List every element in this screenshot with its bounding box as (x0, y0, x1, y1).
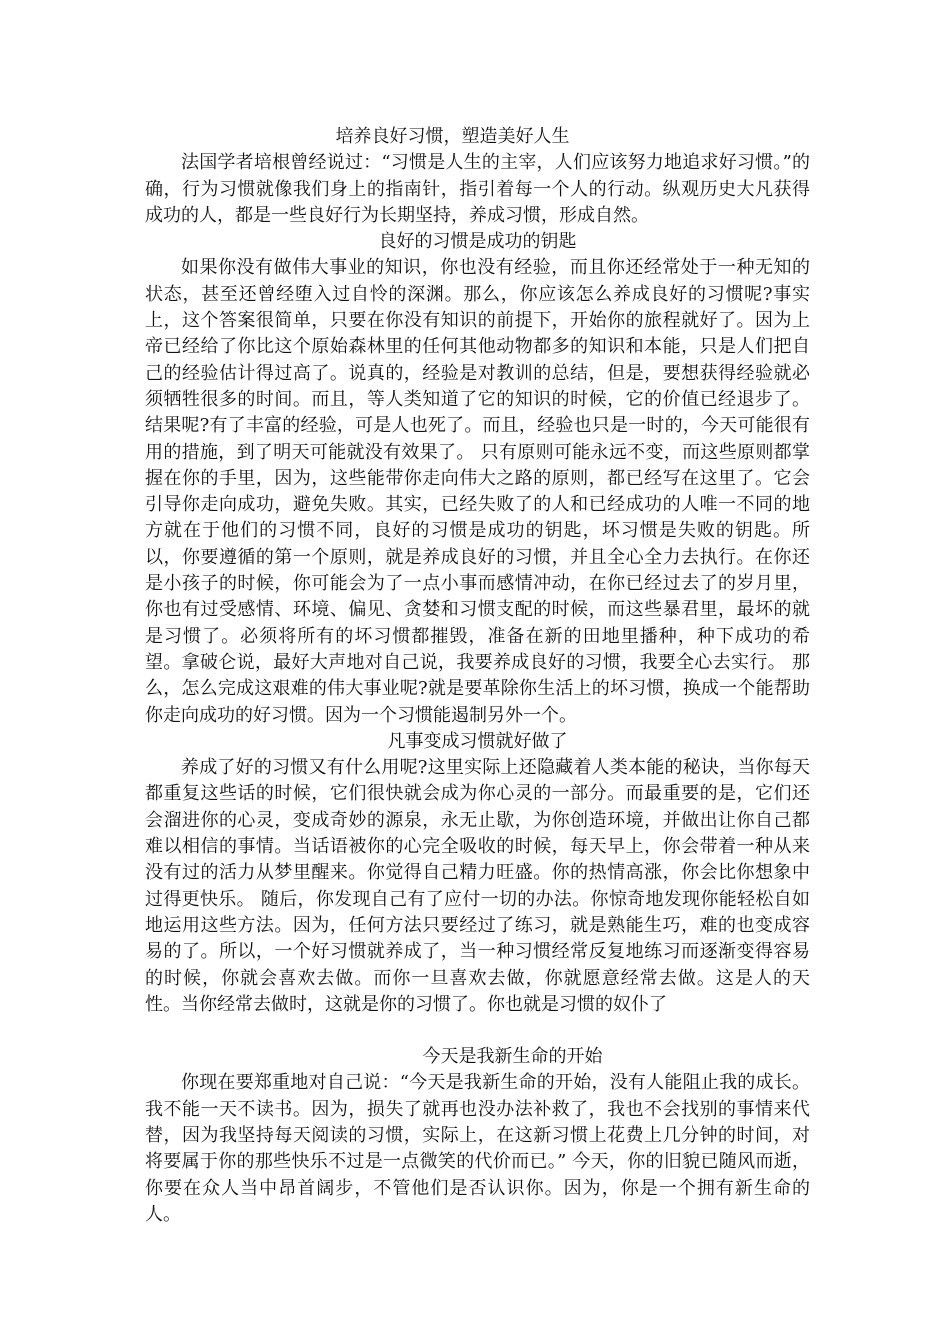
section-body-habit-easy: 养成了好的习惯又有什么用呢?这里实际上还隐藏着人类本能的秘诀，当你每天都重复这些话的时候，它们很快就会成为你心灵的一部分。而最重要的是，它们还会溜进你的心灵，变成奇妙的源泉，永无止歇，为你创造环境，并做出让你自己都难以相信的事情。当话语被你的心完全吸收的时候，每天早上，你会带着一种从来没有过的活力从梦里醒来。你觉得自己精力旺盛。你的热情高涨，你会比你想象中过得更快乐。 随后，你发现自己有了应付一切的办法。你惊奇地发现你能轻松自如地运用这些方法。因为，任何方法只要经过了练习，就是熟能生巧，难的也变成容易的了。所以，一个好习惯就养成了，当一种习惯经常反复地练习而逐渐变得容易的时候，你就会喜欢去做。而你一旦喜欢去做，你就愿意经常去做。这是人的天性。当你经常去做时，这就是你的习惯了。你也就是习惯的奴仆了 (145, 757, 810, 1015)
section-spacer (145, 1018, 810, 1044)
section-body-habit-key: 如果你没有做伟大事业的知识，你也没有经验，而且你还经常处于一种无知的状态，甚至还曾经堕入过自怜的深渊。那么，你应该怎么养成良好的习惯呢?事实上，这个答案很简单，只要在你没有知识的前提下，开始你的旅程就好了。因为上帝已经给了你比这个原始森林里的任何其他动物都多的知识和本能，只是人们把自己的经验估计得过高了。说真的，经验是对教训的总结，但是，要想获得经验就必须牺牲很多的时间。而且，等人类知道了它的知识的时候，它的价值已经退步了。结果呢?有了丰富的经验，可是人也死了。而且，经验也只是一时的，今天可能很有用的措施，到了明天可能就没有效果了。 只有原则可能永远不变，而这些原则都掌握在你的手里，因为，这些能带你走向伟大之路的原则，都已经写在这里了。它会引导你走向成功，避免失败。其实，已经失败了的人和已经成功的人唯一不同的地方就在于他们的习惯不同，良好的习惯是成功的钥匙，坏习惯是失败的钥匙。所以，你要遵循的第一个原则，就是养成良好的习惯，并且全心全力去执行。在你还是小孩子的时候，你可能会为了一点小事而感情冲动，在你已经过去了的岁月里，你也有过受感情、环境、偏见、贪婪和习惯支配的时候，而这些暴君里，最坏的就是习惯了。必须将所有的坏习惯都摧毁，准备在新的田地里播种，种下成功的希望。拿破仑说，最好大声地对自己说，我要养成良好的习惯，我要全心去实行。 那么，怎么完成这艰难的伟大事业呢?就是要革除你生活上的坏习惯，换成一个能帮助你走向成功的好习惯。因为一个习惯能遏制另外一个。 (145, 257, 810, 726)
document-body (145, 124, 810, 1228)
section-body-new-life: 你现在要郑重地对自己说：“今天是我新生命的开始，没有人能阻止我的成长。我不能一天不读书。因为，损失了就再也没办法补救了，我也不会找别的事情来代替，因为我坚持每天阅读的习惯，实际上，在这新习惯上花费上几分钟的时间，对将要属于你的那些快乐不过是一点微笑的代价而已。” 今天，你的旧貌已随风而逝，你要在众人当中昂首阔步，不管他们是否认识你。因为，你是一个拥有新生命的人。 (145, 1072, 810, 1225)
section-heading-new-life: 今天是我新生命的开始 (422, 1046, 603, 1068)
intro-paragraph: 法国学者培根曾经说过：“习惯是人生的主宰，人们应该努力地追求好习惯。”的确，行为习惯就像我们身上的指南针，指引着每一个人的行动。纵观历史大凡获得成功的人，都是一些良好行为长期坚持，养成习惯，形成自然。 (145, 152, 810, 226)
document-title: 培养良好习惯，塑造美好人生 (335, 126, 570, 147)
section-heading-habit-key: 良好的习惯是成功的钥匙 (378, 231, 577, 253)
section-heading-habit-easy: 凡事变成习惯就好做了 (387, 730, 568, 752)
